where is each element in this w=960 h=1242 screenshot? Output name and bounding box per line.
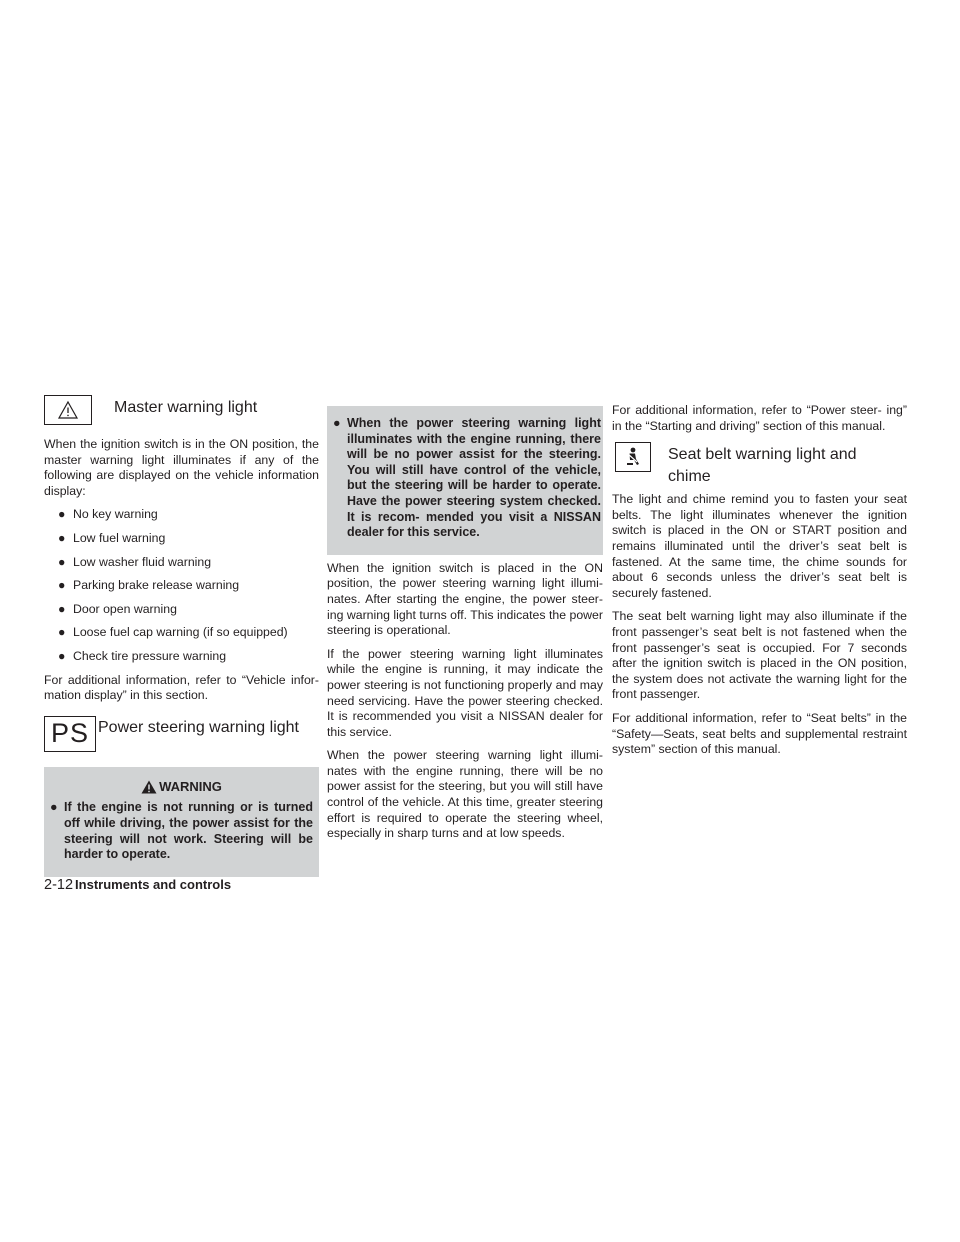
list-item — [44, 602, 319, 618]
bullet-dot: ● — [58, 530, 66, 545]
power-steering-heading — [44, 716, 319, 752]
bullet-dot: ● — [58, 554, 66, 569]
master-warning-reference: For additional information, refer to “Vehicle infor- mation display” in this section. — [44, 672, 319, 703]
master-warning-intro: When the ignition switch is in the ON position, the master warning light illuminates if any of the following are displayed on the vehicle information display: — [44, 437, 319, 498]
seat-belt-title-line-1: Seat belt warning light and — [668, 446, 857, 464]
column-3 — [612, 395, 907, 766]
list-item — [44, 649, 319, 665]
list-item — [44, 625, 319, 641]
master-warning-heading — [44, 395, 319, 425]
page-footer — [44, 877, 231, 893]
column-2 — [327, 395, 603, 850]
column-1 — [44, 395, 319, 877]
power-steering-para-2: If the power steering warning light illuminates while the engine is running, it may indicate the power steering is not functioning properly and may need servicing. Have the power steering checked. It is recommended you visit a NISSAN dealer for this service. — [327, 646, 603, 739]
master-warning-title: Master warning light — [114, 399, 258, 416]
seat-belt-para-2: The seat belt warning light may also illuminate if the front passenger’s seat belt is not fastened when the front passenger’s seat is occupied. For 7 seconds after the ignition switch is placed in the ON position, the system does not activate the warning light for the front passenger. — [612, 609, 907, 702]
warning-item — [50, 800, 313, 862]
bullet-dot: ● — [58, 625, 66, 640]
power-steering-icon: PS — [44, 716, 96, 752]
warning-item-text: If the engine is not running or is turned off while driving, the power assist for the steering will not work. Steering will be harder to operate. — [64, 800, 313, 862]
warning-box-continued — [327, 406, 603, 555]
page-number: 2-12 — [44, 877, 74, 893]
bullet-dot: ● — [58, 578, 66, 593]
list-item-text: Low washer fluid warning — [73, 554, 212, 569]
warning-header — [50, 767, 313, 801]
seat-belt-para-1: The light and chime remind you to fasten your seat belts. The light illuminates whenever the ignition switch is placed in the ON or START position and remains illuminated until the driver’s seat belt is fastened. At the same time, the chime sounds for about 6 seconds unless the driver’s seat belt is securely fastened. — [612, 492, 907, 600]
bullet-dot: ● — [333, 416, 341, 430]
seat-belt-para-3: For additional information, refer to “Seat belts” in the “Safety—Seats, seat belts and supplemental restraint system” section of this manual. — [612, 710, 907, 757]
section-title: Instruments and controls — [75, 877, 232, 892]
master-warning-list — [44, 507, 319, 664]
list-item — [44, 531, 319, 547]
power-steering-para-1: When the ignition switch is placed in the ON position, the power steering warning light illumi- nates. After starting the engine, the power steer- ing warning light turns off. This indicates the power steering is operational. — [327, 560, 603, 638]
list-item — [44, 555, 319, 571]
power-steering-reference: For additional information, refer to “Power steer- ing” in the “Starting and driving” section of this manual. — [612, 403, 907, 433]
warning-item — [333, 416, 601, 541]
list-item-text: Parking brake release warning — [73, 578, 240, 593]
list-item-text: Door open warning — [73, 601, 177, 616]
bullet-dot: ● — [50, 800, 58, 815]
warning-box — [44, 767, 319, 877]
bullet-dot: ● — [58, 507, 66, 522]
list-item-text: Check tire pressure warning — [73, 648, 227, 663]
list-item-text: Loose fuel cap warning (if so equipped) — [73, 625, 288, 640]
power-steering-title: Power steering warning light — [98, 718, 299, 736]
warning-triangle-icon — [44, 395, 92, 425]
list-item — [44, 578, 319, 594]
seat-belt-heading — [612, 442, 907, 488]
list-item — [44, 507, 319, 523]
power-steering-para-3: When the power steering warning light illumi- nates with the engine running, there will be no power assist for the steering, but you will still have control of the vehicle. At this time, greater steering effort is required to operate the steering wheel, especially in sharp turns and at low speeds. — [327, 748, 603, 841]
bullet-dot: ● — [58, 648, 66, 663]
bullet-dot: ● — [58, 601, 66, 616]
warning-triangle-icon — [141, 780, 157, 794]
list-item-text: No key warning — [73, 507, 158, 522]
warning-label: WARNING — [159, 778, 222, 794]
seat-belt-title — [668, 444, 857, 488]
list-item-text: Low fuel warning — [73, 530, 166, 545]
seat-belt-icon — [615, 442, 651, 472]
warning-item-text: When the power steering warning light illuminates with the engine running, there will be no power assist for the steering. You will still have control of the vehicle, but the steering will be harder to operate. Have the power steering system checked. It is recom- mended you visit a NISSAN dealer for this service. — [347, 416, 601, 540]
seat-belt-title-line-2: chime — [668, 468, 711, 486]
